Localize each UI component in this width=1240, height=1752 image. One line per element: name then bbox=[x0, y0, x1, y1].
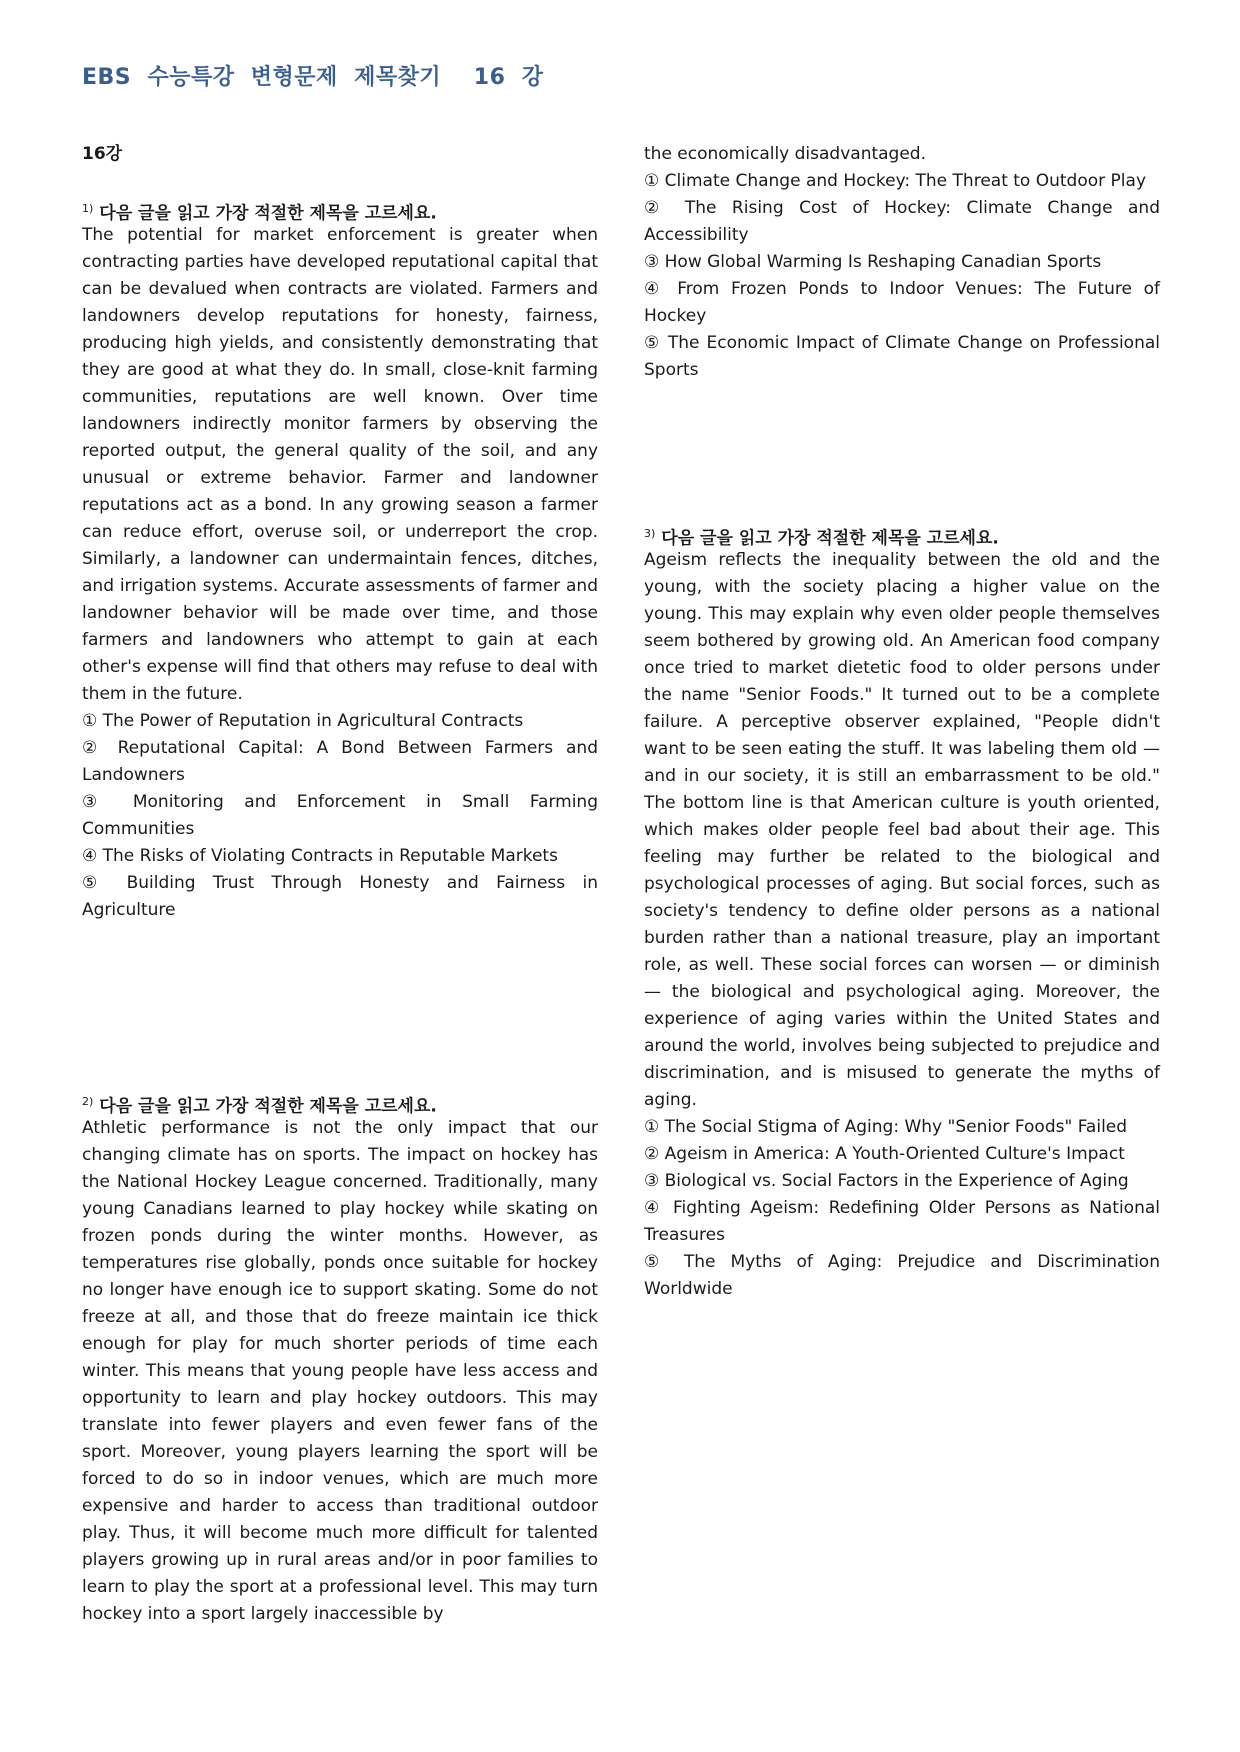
question-2-number: 2) bbox=[82, 1095, 94, 1108]
question-2-option-1[interactable]: ① Climate Change and Hockey: The Threat to Outdoor Play bbox=[644, 171, 1146, 191]
lesson-label: 16강 bbox=[82, 144, 123, 164]
question-3-heading bbox=[644, 520, 1160, 547]
question-2-option-2[interactable]: ② The Rising Cost of Hockey: Climate Change and Accessibility bbox=[644, 198, 1160, 245]
question-3 bbox=[644, 520, 1160, 1303]
question-2-option-4[interactable]: ④ From Frozen Ponds to Indoor Venues: The Future of Hockey bbox=[644, 279, 1160, 326]
question-1-option-5[interactable]: ⑤ Building Trust Through Honesty and Fairness in Agriculture bbox=[82, 873, 598, 920]
question-1-instruction: 다음 글을 읽고 가장 적절한 제목을 고르세요. bbox=[99, 203, 437, 224]
question-3-option-3[interactable]: ③ Biological vs. Social Factors in the Experience of Aging bbox=[644, 1171, 1129, 1191]
question-1-option-3[interactable]: ③ Monitoring and Enforcement in Small Farming Communities bbox=[82, 792, 598, 839]
question-3-option-4[interactable]: ④ Fighting Ageism: Redefining Older Persons as National Treasures bbox=[644, 1198, 1160, 1245]
question-2-heading bbox=[82, 1088, 598, 1115]
question-1-option-4[interactable]: ④ The Risks of Violating Contracts in Reputable Markets bbox=[82, 846, 558, 866]
question-2-passage-continued: the economically disadvantaged. bbox=[644, 144, 927, 164]
question-1 bbox=[82, 195, 598, 924]
question-2 bbox=[82, 1088, 598, 1628]
question-2-passage: Athletic performance is not the only impact that our changing climate has on sports. The impact on hockey has the National Hockey League concerned. Traditionally, many young Canadians learned to play hockey while skating on frozen ponds during the winter months. However, as temperatures rise globally, ponds once suitable for hockey no longer have enough ice to support skating. Some do not freeze at all, and those that do freeze maintain ice thick enough for play for much shorter periods of time each winter. This means that young people have less access and opportunity to learn and play hockey outdoors. This may translate into fewer players and even fewer fans of the sport. Moreover, young players learning the sport will be forced to do so in indoor venues, which are much more expensive and harder to access than traditional outdoor play. Thus, it will become much more difficult for talented players growing up in rural areas and/or in poor families to learn to play the sport at a professional level. This may turn hockey into a sport largely inaccessible by bbox=[82, 1118, 598, 1624]
question-2-instruction: 다음 글을 읽고 가장 적절한 제목을 고르세요. bbox=[99, 1096, 437, 1117]
left-column bbox=[82, 141, 598, 1624]
question-2-option-3[interactable]: ③ How Global Warming Is Reshaping Canadian Sports bbox=[644, 252, 1102, 272]
question-3-number: 3) bbox=[644, 527, 656, 540]
question-1-passage: The potential for market enforcement is greater when contracting parties have developed reputational capital that can be devalued when contracts are violated. Farmers and landowners develop reputations for honesty, fairness, producing high yields, and consistently demonstrating that they are good at what they do. In small, close-knit farming communities, reputations are well known. Over time landowners indirectly monitor farmers by observing the reported output, the general quality of the soil, and any unusual or extreme behavior. Farmer and landowner reputations act as a bond. In any growing season a farmer can reduce effort, overuse soil, or underreport the crop. Similarly, a landowner can undermaintain fences, ditches, and irrigation systems. Accurate assessments of farmer and landowner behavior will be made over time, and those farmers and landowners who attempt to gain at each other's expense will find that others may refuse to deal with them in the future. bbox=[82, 225, 598, 704]
right-column bbox=[644, 141, 1160, 1299]
question-3-passage: Ageism reflects the inequality between the old and the young, with the society placing a higher value on the young. This may explain why even older people themselves seem bothered by growing old. An American food company once tried to market dietetic food to older persons under the name "Senior Foods." It turned out to be a complete failure. A perceptive observer explained, "People didn't want to be seen eating the stuff. It was labeling them old — and in our society, it is still an embarrassment to be old." The bottom line is that American culture is youth oriented, which makes older people feel bad about their age. This feeling may further be related to the biological and psychological processes of aging. But social forces, such as society's tendency to define older persons as a national burden rather than a national treasure, play an important role, as well. These social forces can worsen — or diminish — the biological and psychological aging. Moreover, the experience of aging varies within the United States and around the world, involves being subjected to prejudice and discrimination, and is misused to generate the myths of aging. bbox=[644, 550, 1160, 1110]
question-1-number: 1) bbox=[82, 202, 94, 215]
question-3-option-1[interactable]: ① The Social Stigma of Aging: Why "Senior Foods" Failed bbox=[644, 1117, 1128, 1137]
question-1-option-1[interactable]: ① The Power of Reputation in Agricultural Contracts bbox=[82, 711, 524, 731]
question-1-heading bbox=[82, 195, 598, 222]
question-3-option-5[interactable]: ⑤ The Myths of Aging: Prejudice and Discrimination Worldwide bbox=[644, 1252, 1160, 1299]
question-3-option-2[interactable]: ② Ageism in America: A Youth-Oriented Culture's Impact bbox=[644, 1144, 1125, 1164]
question-3-instruction: 다음 글을 읽고 가장 적절한 제목을 고르세요. bbox=[661, 528, 999, 549]
question-2-option-5[interactable]: ⑤ The Economic Impact of Climate Change on Professional Sports bbox=[644, 333, 1160, 380]
question-1-option-2[interactable]: ② Reputational Capital: A Bond Between Farmers and Landowners bbox=[82, 738, 598, 785]
page-header-title: EBS 수능특강 변형문제 제목찾기 16 강 bbox=[82, 65, 544, 90]
